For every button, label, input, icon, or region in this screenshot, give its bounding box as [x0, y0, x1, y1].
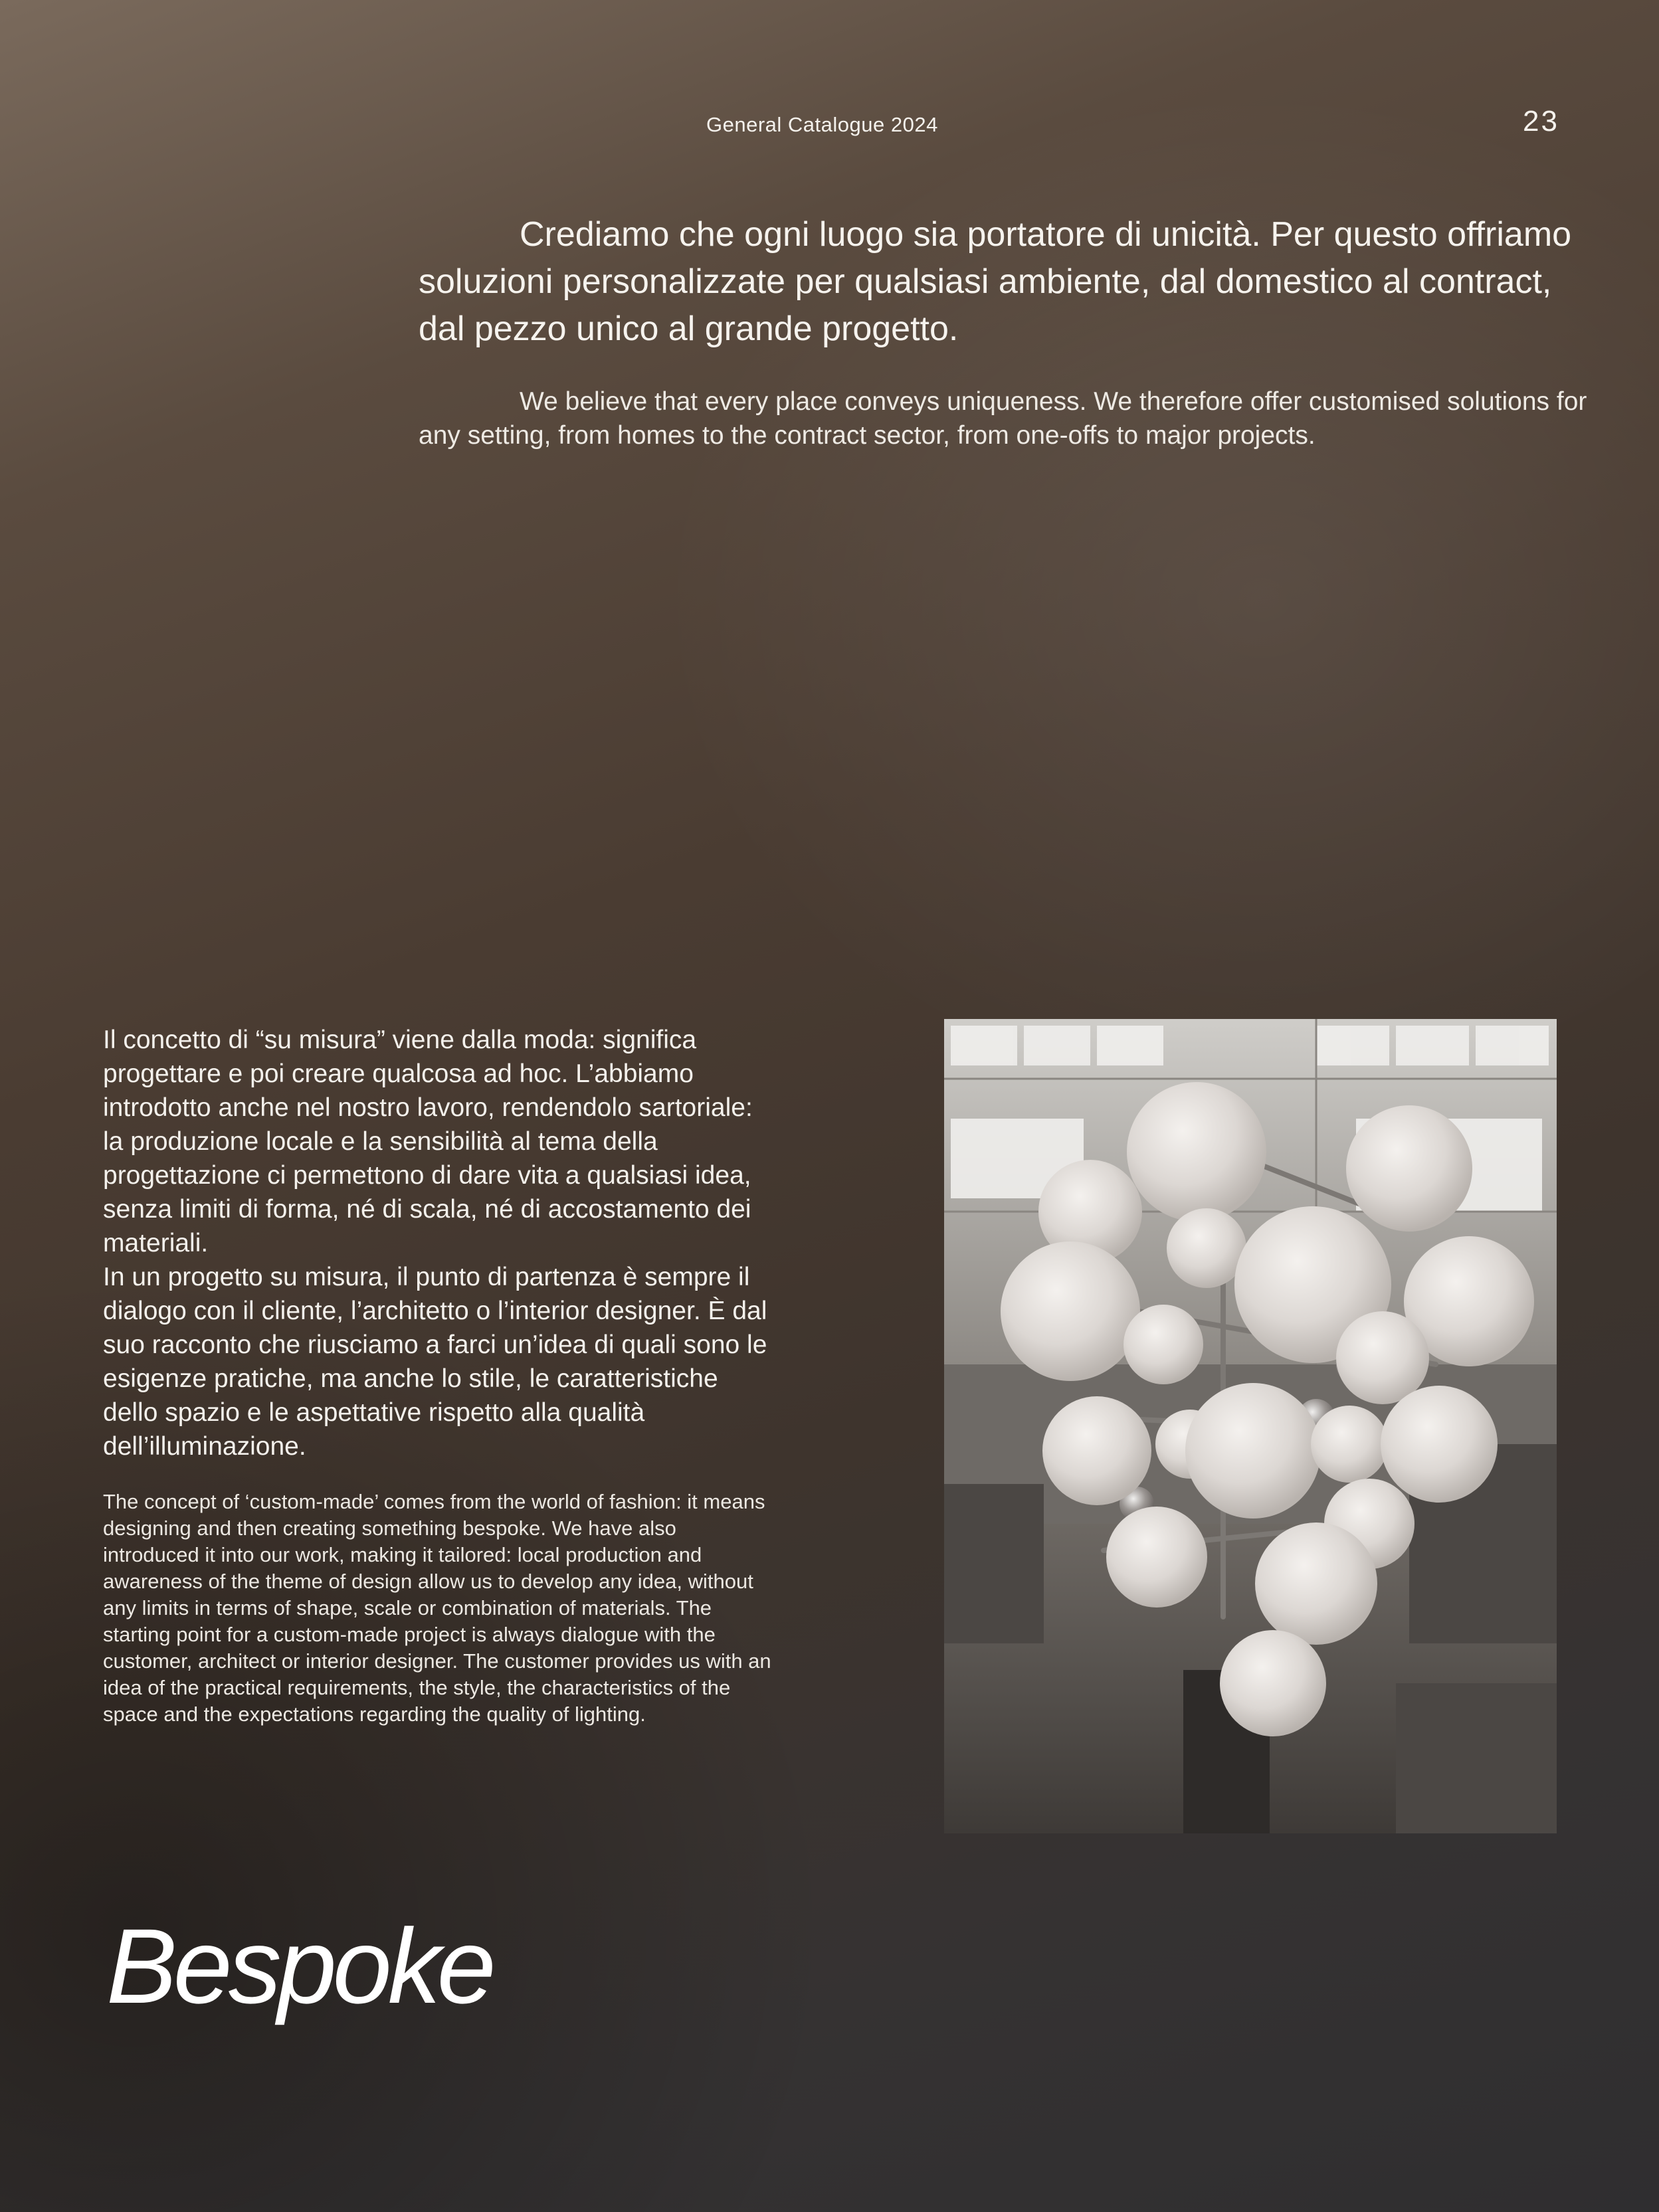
intro-italian: Crediamo che ogni luogo sia portatore di unicità. Per questo offriamo soluzioni personalizzate per qualsiasi ambiente, dal domestico al contract, dal pezzo unico al grande progetto. [419, 215, 1572, 348]
body-italian-paragraph-2: In un progetto su misura, il punto di partenza è sempre il dialogo con il cliente, l’architetto o l’interior designer. È dal suo racconto che riusciamo a farci un’idea di quali sono le esigenze pratiche, ma anche lo stile, le caratteristiche dello spazio e le aspettative rispetto alla qualità dell’illuminazione. [103, 1263, 767, 1461]
body-italian [103, 1023, 774, 1463]
body-english: The concept of ‘custom-made’ comes from the world of fashion: it means designing and then creating something bespoke. We have also introduced it into our work, making it tailored: local production and awareness of the theme of design allow us to develop any idea, without any limits in terms of shape, scale or combination of materials. The starting point for a custom-made project is always dialogue with the customer, architect or interior designer. The customer provides us with an idea of the practical requirements, the style, the characteristics of the space and the expectations regarding the quality of lighting. [103, 1490, 771, 1726]
chandelier-illustration [944, 1019, 1557, 1833]
page-number: 23 [1523, 105, 1559, 138]
body-italian-paragraph-1: Il concetto di “su misura” viene dalla moda: significa progettare e poi creare qualcosa ad hoc. L’abbiamo introdotto anche nel nostro lavoro, rendendolo sartoriale: la produzione locale e la sensibilità al tema della progettazione ci permettono di dare vita a qualsiasi idea, senza limiti di forma, né di scala, né di accostamento dei materiali. [103, 1026, 753, 1257]
body-column [103, 1023, 774, 1728]
section-title: Bespoke [106, 1906, 492, 2025]
intro-block [419, 211, 1588, 452]
running-title: General Catalogue 2024 [706, 113, 938, 136]
intro-english: We believe that every place conveys uniqueness. We therefore offer customised solutions for any setting, from homes to the contract sector, from one-offs to major projects. [419, 387, 1587, 450]
workshop-chandelier-photo [944, 1019, 1557, 1833]
